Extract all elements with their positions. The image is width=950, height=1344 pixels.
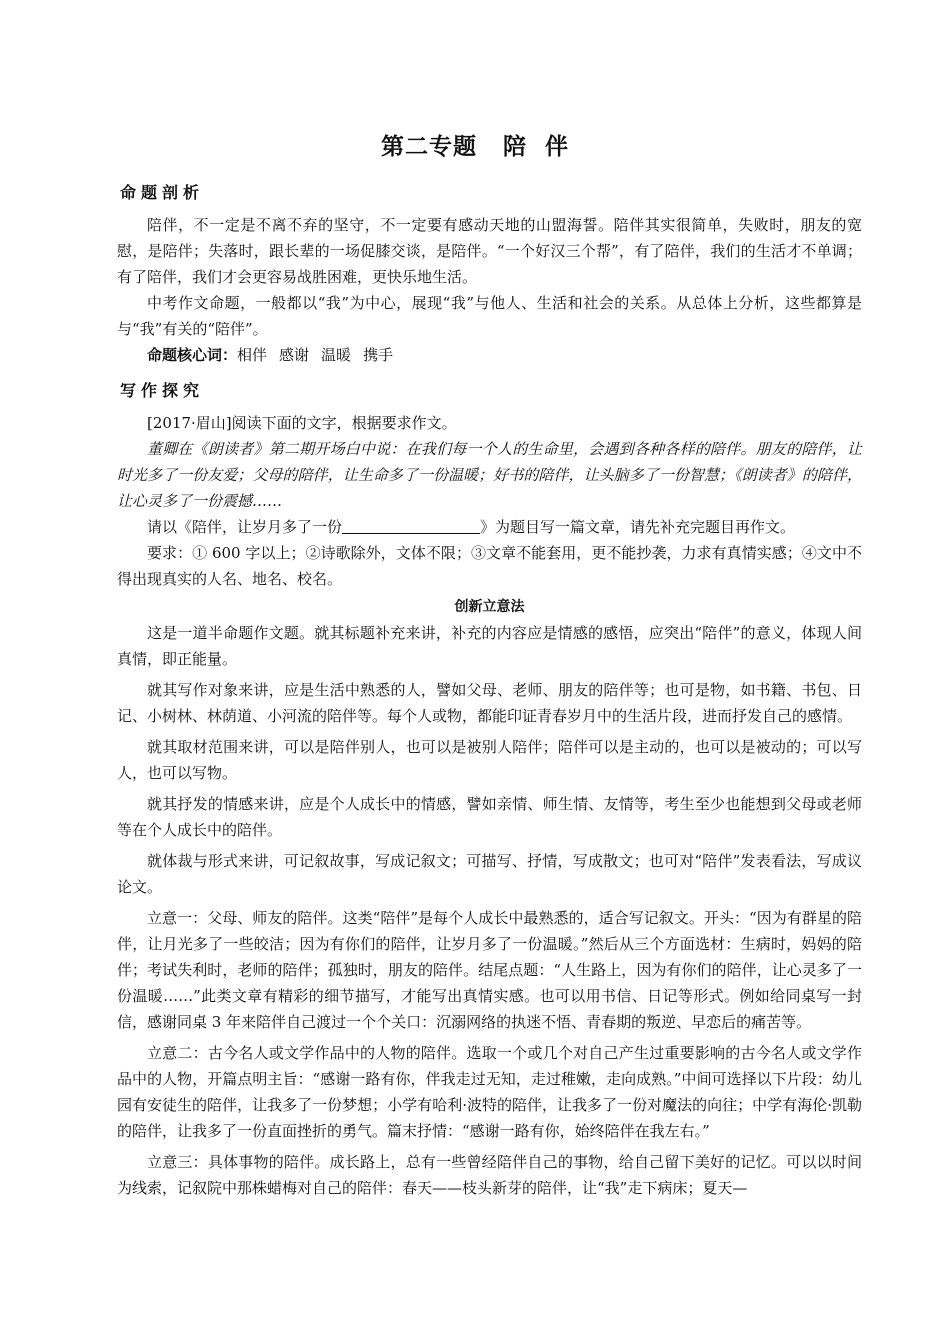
section-heading-writing: 写作探究 (120, 381, 205, 400)
analysis-paragraph-1: 陪伴，不一定是不离不弃的坚守，不一定要有感动天地的山盟海誓。陪伴其实很简单，失败时，朋友的宽慰，是陪伴；失落时，跟长辈的一场促膝交谈，是陪伴。“一个好汉三个帮”，有了陪伴，我们的生活才不单调；有了陪伴，我们才会更容易战胜困难，更快乐地生活。 (117, 216, 862, 286)
core-word: 相伴 (237, 346, 268, 364)
title-blank (342, 517, 480, 534)
core-word: 感谢 (279, 346, 310, 364)
exam-prompt (117, 514, 862, 540)
section-heading-analysis: 命题剖析 (120, 183, 205, 202)
title-part1: 第二专题 (380, 134, 477, 160)
core-word: 携手 (363, 346, 394, 364)
page-title (0, 128, 950, 161)
analysis-point: 这是一道半命题作文题。就其标题补充来讲，补充的内容应是情感的感悟，应突出“陪伴”的意义，体现人间真情，即正能量。 (117, 624, 862, 668)
title-part2: 陪 伴 (502, 134, 569, 160)
analysis-point: 就体裁与形式来讲，可记叙故事，写成记叙文；可描写、抒情，写成散文；也可对“陪伴”发表看法，写成议论文。 (117, 852, 862, 896)
analysis-point: 就其抒发的情感来讲，应是个人成长中的情感，譬如亲情、师生情、友情等，考生至少也能想到父母或老师等在个人成长中的陪伴。 (117, 795, 862, 839)
idea-paragraph-2: 立意二：古今名人或文学作品中的人物的陪伴。选取一个或几个对自己产生过重要影响的古今名人或文学作品中的人物，开篇点明主旨：“感谢一路有你，伴我走过无知，走过稚嫩，走向成熟。”中间可选择以下片段：幼儿园有安徒生的陪伴，让我多了一份梦想；小学有哈利·波特的陪伴，让我多了一份对魔法的向往；中学有海伦·凯勒的陪伴，让我多了一份直面挫折的勇气。篇末抒情：“感谢一路有你，始终陪伴在我左右。” (117, 1044, 862, 1140)
exam-quote: 董卿在《朗读者》第二期开场白中说：在我们每一个人的生命里，会遇到各种各样的陪伴。朋友的陪伴，让时光多了一份友爱；父母的陪伴，让生命多了一份温暖；好书的陪伴，让头脑多了一份智慧；《朗读者》的陪伴，让心灵多了一份震撼…… (117, 440, 862, 510)
idea-paragraph-3: 立意三：具体事物的陪伴。成长路上，总有一些曾经陪伴自己的事物，给自己留下美好的记忆。可以以时间为线索，记叙院中那株蜡梅对自己的陪伴：春天——枝头新芽的陪伴，让“我”走下病床；夏天— (117, 1153, 862, 1197)
prompt-after: 》为题目写一篇文章，请先补充完题目再作文。 (480, 518, 796, 536)
exam-requirements: 要求：① 600 字以上；②诗歌除外，文体不限；③文章不能套用，更不能抄袭，力求有真情实感；④文中不得出现真实的人名、地名、校名。 (117, 544, 862, 588)
core-words-line (117, 342, 862, 368)
prompt-before: 请以《陪伴，让岁月多了一份 (147, 518, 343, 536)
document-body (117, 180, 862, 1201)
analysis-paragraph-2: 中考作文命题，一般都以“我”为中心，展现“我”与他人、生活和社会的关系。从总体上分析，这些都算是与“我”有关的“陪伴”。 (117, 294, 862, 338)
exam-source: [2017·眉山]阅读下面的文字，根据要求作文。 (147, 414, 457, 432)
idea-paragraph-1: 立意一：父母、师友的陪伴。这类“陪伴”是每个人成长中最熟悉的，适合写记叙文。开头：“因为有群星的陪伴，让月光多了一些皎洁；因为有你们的陪伴，让岁月多了一份温暖。”然后从三个方面选材：生病时，妈妈的陪伴；考试失利时，老师的陪伴；孤独时，朋友的陪伴。结尾点题：“人生路上，因为有你们的陪伴，让心灵多了一份温暖……”此类文章有精彩的细节描写，才能写出真情实感。也可以用书信、日记等形式。例如给同桌写一封信，感谢同桌 3 年来陪伴自己渡过一个个关口：沉溺网络的执迷不悟、青春期的叛逆、早恋后的痛苦等。 (117, 909, 862, 1031)
analysis-point: 就其写作对象来讲，应是生活中熟悉的人，譬如父母、老师、朋友的陪伴等；也可是物，如书籍、书包、日记、小树林、林荫道、小河流的陪伴等。每个人或物，都能印证青春岁月中的生活片段，进而抒发自己的感情。 (117, 681, 862, 725)
analysis-point: 就其取材范围来讲，可以是陪伴别人，也可以是被别人陪伴；陪伴可以是主动的，也可以是被动的；可以写人，也可以写物。 (117, 738, 862, 782)
core-word: 温暖 (321, 346, 352, 364)
core-words-label: 命题核心词： (147, 346, 238, 364)
method-heading: 创新立意法 (454, 599, 525, 615)
